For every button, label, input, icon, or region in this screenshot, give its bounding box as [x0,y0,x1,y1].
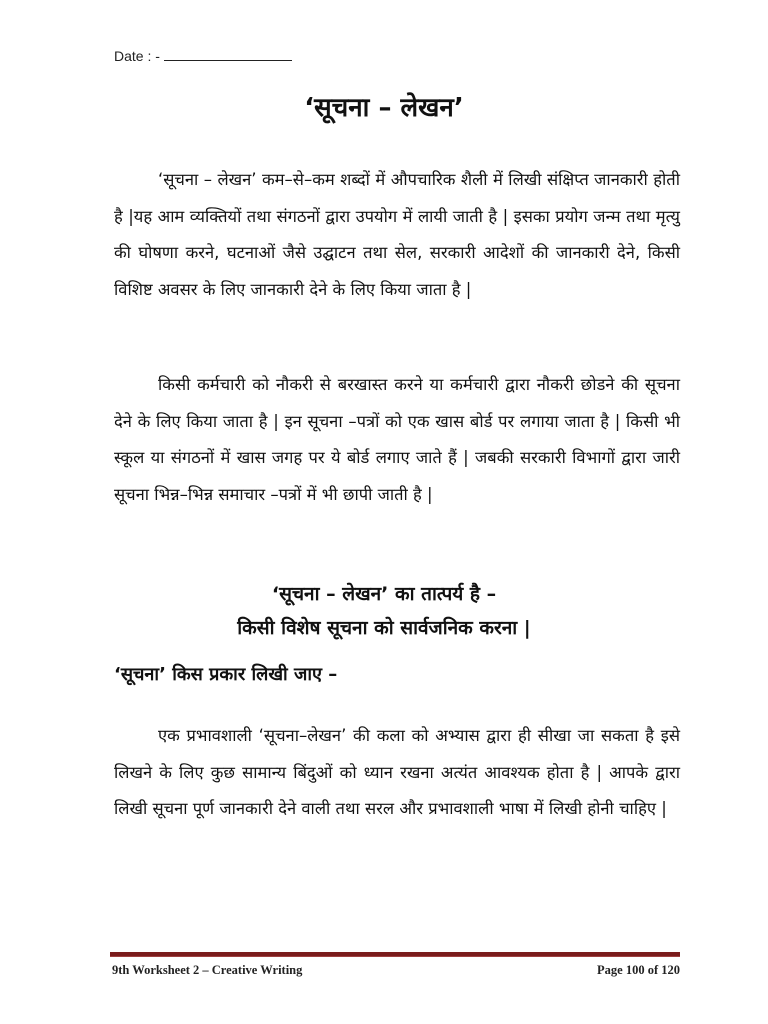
footer-divider [110,952,680,957]
footer-worksheet-title: 9th Worksheet 2 – Creative Writing [112,963,303,977]
page-title: ‘सूचना – लेखन’ [304,93,464,123]
footer-page-number: Page 100 of 120 [597,963,680,977]
date-line [114,48,292,64]
center-heading-line-2: किसी विशेष सूचना को सार्वजनिक करना | [237,617,531,639]
paragraph-1: ‘सूचना – लेखन’ कम–से–कम शब्दों में औपचारिक शैली में लिखी संक्षिप्त जानकारी होती है |यह आम व्यक्तियों तथा संगठनों द्वारा उपयोग में लायी जाती है | इसका प्रयोग जन्म तथा मृत्यु की घोषणा करने, घटनाओं जैसे उद्घाटन तथा सेल, सरकारी आदेशों की जानकारी देने, किसी विशिष्ट अवसर के लिए जानकारी देने के लिए किया जाता है | [114,170,680,299]
sub-heading: ‘सूचना’ किस प्रकार लिखी जाए – [114,664,338,685]
paragraph-3: एक प्रभावशाली ‘सूचना–लेखन’ की कला को अभ्यास द्वारा ही सीखा जा सकता है इसे लिखने के लिए कुछ सामान्य बिंदुओं को ध्यान रखना अत्यंत आवश्यक होता है | आपके द्वारा लिखी सूचना पूर्ण जानकारी देने वाली तथा सरल और प्रभावशाली भाषा में लिखी होनी चाहिए | [114,726,680,818]
paragraph-2: किसी कर्मचारी को नौकरी से बरखास्त करने या कर्मचारी द्वारा नौकरी छोडने की सूचना देने के लिए किया जाता है | इन सूचना –पत्रों को एक खास बोर्ड पर लगाया जाता है | किसी भी स्कूल या संगठनों में खास जगह पर ये बोर्ड लगाए जाते हैं | जबकी सरकारी विभागों द्वारा जारी सूचना भिन्न–भिन्न समाचार –पत्रों में भी छापी जाती है | [114,375,680,504]
date-label: Date : - [114,48,160,64]
date-blank-line [164,48,292,61]
center-heading-line-1: ‘सूचना – लेखन’ का तात्पर्य है – [271,583,497,605]
